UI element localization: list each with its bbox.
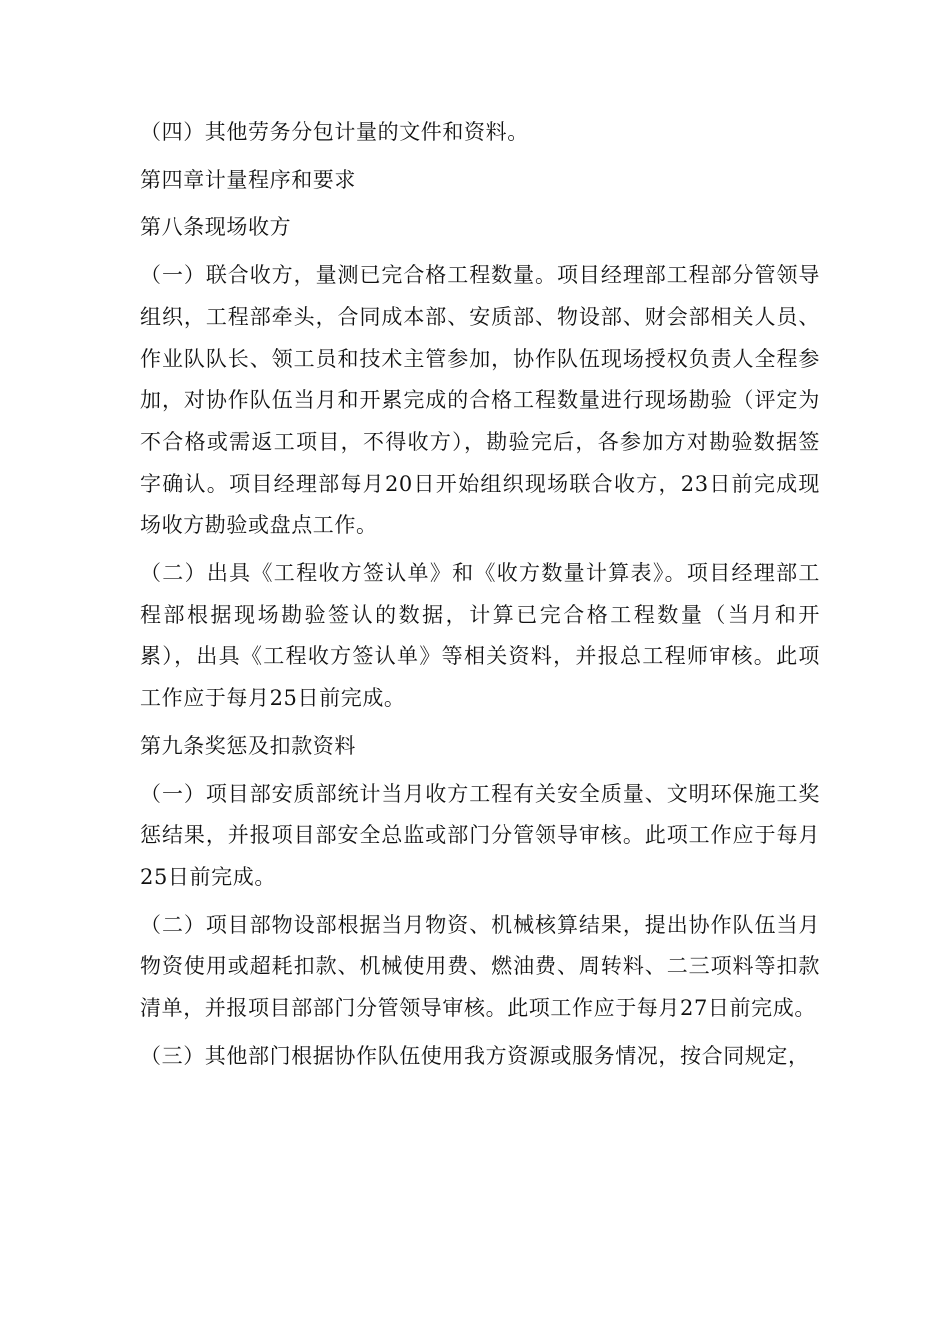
article-8-heading: 第八条现场收方 bbox=[140, 215, 292, 240]
paragraph-item-4: （四）其他劳务分包计量的文件和资料。 bbox=[140, 120, 529, 144]
paragraph-safety-quality: （一）项目部安质部统计当月收方工程有关安全质量、文明环保施工奖惩结果，并报项目部安全总监或部门分管领导审核。此项工作应于每月25日前完成。 bbox=[140, 781, 820, 889]
document-body bbox=[140, 112, 820, 1083]
article-9-heading: 第九条奖惩及扣款资料 bbox=[140, 733, 356, 758]
paragraph-joint-survey: （一）联合收方，量测已完合格工程数量。项目经理部工程部分管领导组织，工程部牵头，合同成本部、安质部、物设部、财会部相关人员、作业队队长、领工员和技术主管参加，协作队伍现场授权负责人全程参加，对协作队伍当月和开累完成的合格工程数量进行现场勘验（评定为不合格或需返工项目，不得收方），勘验完后，各参加方对勘验数据签字确认。项目经理部每月20日开始组织现场联合收方，23日前完成现场收方勘验或盘点工作。 bbox=[140, 263, 820, 538]
paragraph-survey-forms: （二）出具《工程收方签认单》和《收方数量计算表》。项目经理部工程部根据现场勘验签认的数据，计算已完合格工程数量（当月和开累），出具《工程收方签认单》等相关资料，并报总工程师审核。此项工作应于每月25日前完成。 bbox=[140, 561, 820, 711]
paragraph-materials-deductions: （二）项目部物设部根据当月物资、机械核算结果，提出协作队伍当月物资使用或超耗扣款、机械使用费、燃油费、周转料、二三项料等扣款清单，并报项目部部门分管领导审核。此项工作应于每月27日前完成。 bbox=[140, 912, 820, 1021]
paragraph-other-departments: （三）其他部门根据协作队伍使用我方资源或服务情况，按合同规定， bbox=[140, 1043, 810, 1068]
chapter-heading: 第四章计量程序和要求 bbox=[140, 167, 356, 192]
